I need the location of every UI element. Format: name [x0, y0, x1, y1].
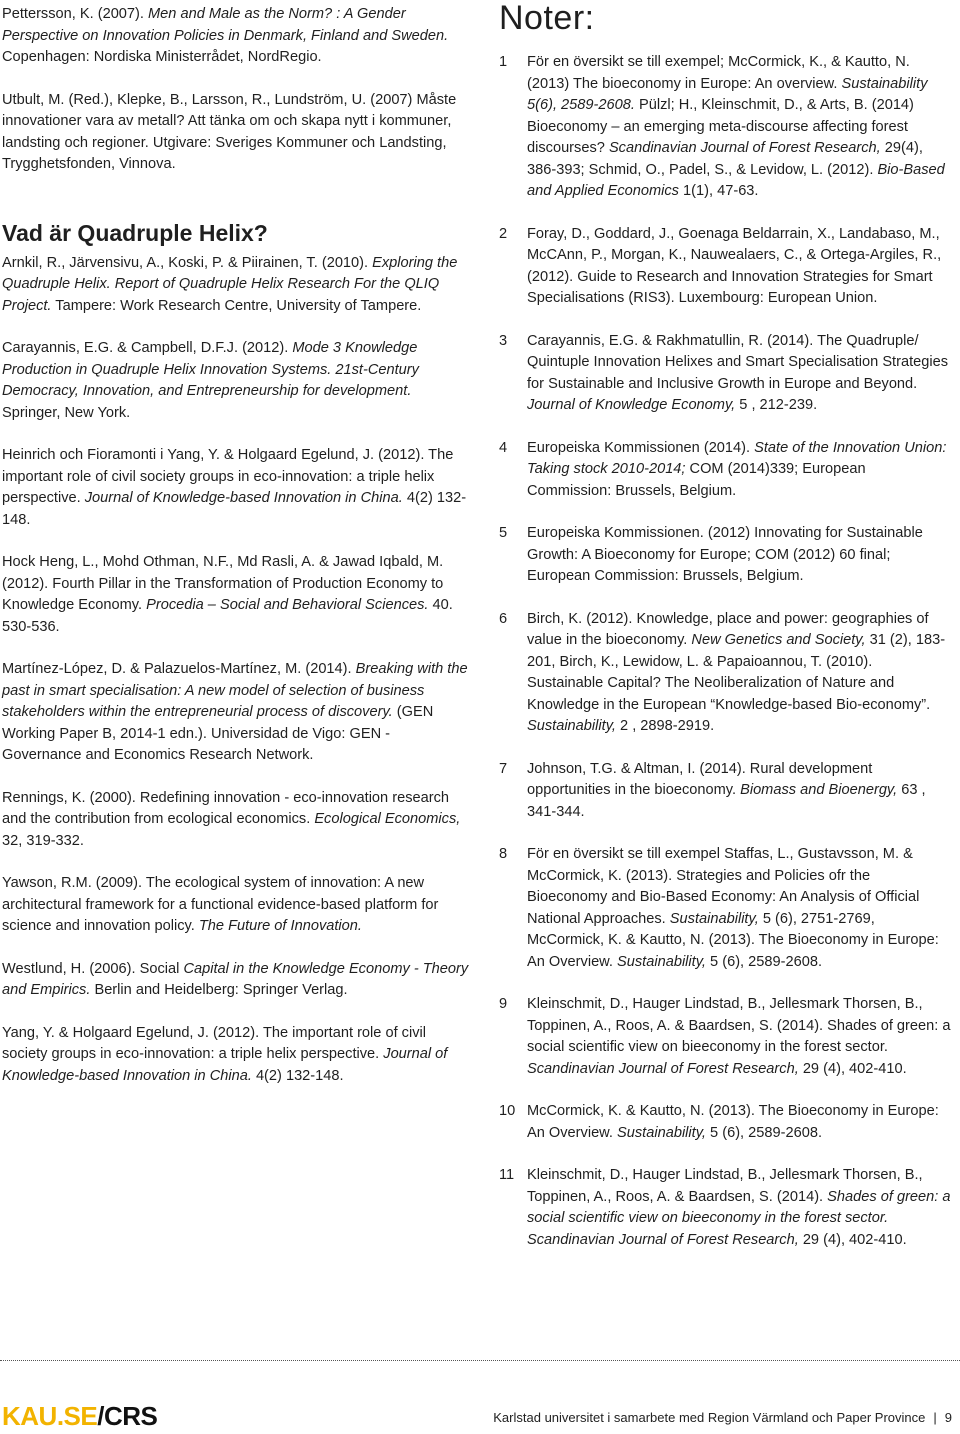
note-text [527, 1165, 951, 1251]
note-number: 3 [499, 332, 508, 349]
reference-italic-title: Scandinavian Journal of Forest Research, [527, 1060, 799, 1077]
reference-italic-title: Exploring the Quadruple Helix. Report of Quadruple Helix Research For the QLIQ Project. [2, 254, 458, 314]
reference-text: Pettersson, K. (2007). [2, 6, 149, 22]
note-number: 10 [499, 1103, 516, 1119]
note-number: 11 [499, 1167, 515, 1183]
reference-text: (GEN Working Paper B, 2014-1 edn.). Universidad de Vigo: GEN - Governance and Economics Research Network. [2, 704, 434, 763]
reference-italic-title: State of the Innovation Union: Taking stock 2010-2014; [527, 439, 947, 477]
reference-italic-title: Sustainability, [617, 1124, 706, 1141]
footer-publisher: Karlstad universitet i samarbete med Region Värmland och Paper Province [493, 1410, 926, 1425]
reference-entry [2, 4, 472, 69]
note-number: 7 [499, 760, 508, 777]
reference-entry [2, 445, 472, 531]
reference-text: 29(4), 386-393; Schmid, O., Padel, S., & Levidow, L. (2012). [527, 140, 923, 178]
reference-text: Kleinschmit, D., Hauger Lindstad, B., Jellesmark Thorsen, B., Toppinen, A., Roos, A. & Baardsen, S. (2014). [527, 1167, 923, 1205]
note-text [527, 331, 951, 417]
note-number: 6 [499, 610, 508, 627]
reference-text: 4(2) 132-148. [251, 1067, 344, 1084]
reference-text: Foray, D., Goddard, J., Goenaga Beldarrain, X., Landabaso, M., McCAnn, P., Morgan, K., Nauwealaers, C., & Ortega-Argiles, R., (2012). Guide to Research and Innovation Strategies for Smart Specialisations (RIS3). Luxembourg: European Union. [527, 225, 942, 306]
reference-text: Birch, K. (2012). Knowledge, place and power: geographies of value in the bioeconomy. [527, 610, 929, 648]
reference-text: Kleinschmit, D., Hauger Lindstad, B., Jellesmark Thorsen, B., Toppinen, A., Roos, A. & Baardsen, S. (2014). Shades of green: a social scientific view on bieeconomy in the forest sector. [527, 996, 951, 1055]
reference-text: Utbult, M. (Red.), Klepke, B., Larsson, R., Lundström, U. (2007) Måste innovationer vara av metall? Att tänka om och skapa nytt i kommuner, landsting och regioner. Utgivare: Sveriges Kommuner och Landsting, Trygghetsfonden, Vinnova. [2, 91, 457, 172]
reference-italic-title: Bio-Based and Applied Economics [527, 161, 945, 199]
reference-italic-title: Biomass and Bioenergy, [740, 782, 898, 798]
reference-text: 29 (4), 402-410. [798, 1060, 907, 1077]
reference-text: Yang, Y. & Holgaard Egelund, J. (2012). The important role of civil society groups in eco-innovation: a triple helix perspective. [2, 1024, 427, 1062]
reference-entry [2, 659, 472, 767]
reference-entry [2, 338, 472, 424]
reference-text: 29 (4), 402-410. [798, 1231, 907, 1248]
reference-text: 32, 319-332. [2, 832, 84, 849]
reference-text: 40. 530-536. [2, 597, 453, 635]
note-item [499, 52, 951, 203]
reference-entry [2, 1023, 472, 1088]
reference-text: 5 , 212-239. [735, 397, 818, 413]
section-title: Vad är Quadruple Helix? [2, 219, 268, 246]
reference-text: Martínez-López, D. & Palazuelos-Martínez, M. (2014). [2, 661, 356, 677]
note-number: 9 [499, 996, 508, 1012]
reference-italic-title: Scandinavian Journal of Forest Research, [608, 140, 881, 156]
reference-text: Johnson, T.G. & Altman, I. (2014). Rural development opportunities in the bioeconomy. [527, 760, 873, 798]
page-footer [493, 1409, 952, 1427]
reference-italic-title: Mode 3 Knowledge Production in Quadruple Helix Innovation Systems. 21st-Century Democracy, Innovation, and Entrepreneurship for development. [2, 340, 419, 399]
reference-italic-title: Shades of green: a social scientific view on bieeconomy in the forest sector. Scandinavian Journal of Forest Research, [527, 1188, 951, 1248]
reference-entry [2, 788, 472, 853]
note-text [527, 438, 951, 503]
footer-separator: | [933, 1410, 937, 1425]
reference-text: För en översikt se till exempel Staffas, L., Gustavsson, M. & McCormick, K. (2013). Strategies and Policies ofr the Bioeconomy and Bio-Based Economy: An Analysis of Official National Approaches. [527, 846, 920, 927]
reference-italic-title: Procedia – Social and Behavioral Sciences. [146, 597, 429, 613]
note-item [499, 224, 951, 310]
reference-text: Springer, New York. [2, 404, 131, 421]
reference-italic-title: Sustainability, [527, 718, 616, 734]
reference-italic-title: Breaking with the past in smart specialisation: A new model of selection of business stakeholders within the entrepreneurial process of discovery. [2, 661, 468, 720]
page-number: 9 [944, 1410, 952, 1425]
note-item [499, 609, 951, 738]
reference-italic-title: Men and Male as the Norm? : A Gender Perspective on Innovation Policies in Denmark, Finland and Sweden. [2, 6, 449, 44]
note-number: 8 [499, 846, 508, 862]
note-number: 1 [499, 54, 508, 70]
reference-italic-title: Capital in the Knowledge Economy - Theory and Empirics. [2, 960, 469, 998]
reference-italic-title: Sustainability 5(6), 2589-2608. [527, 75, 928, 113]
note-item [499, 1101, 951, 1144]
reference-list [2, 253, 472, 1088]
reference-text: 5 (6), 2589-2608. [706, 1124, 823, 1141]
reference-italic-title: Journal of Knowledge-based Innovation in China. [84, 490, 403, 506]
reference-text: Carayannis, E.G. & Campbell, D.F.J. (2012). [2, 340, 293, 356]
reference-entry [2, 873, 472, 938]
note-text [527, 759, 951, 824]
notes-column [499, 0, 951, 1272]
reference-list-top [2, 4, 472, 176]
note-text [527, 523, 951, 588]
reference-text: McCormick, K. & Kautto, N. (2013). The Bioeconomy in Europe: An Overview. [527, 1103, 939, 1141]
reference-italic-title: The Future of Innovation. [198, 918, 362, 934]
note-text [527, 52, 951, 203]
reference-text: 31 (2), 183-201, Birch, K., Lewidow, L. & Papaioannou, T. (2010). Sustainable Capital? The Neoliberalization of Nature and Knowledge in the European “Knowledge-based Bio-economy”. [527, 632, 946, 713]
reference-text: För en översikt se till exempel; McCormick, K., & Kautto, N. (2013) The bioeconomy in Europe: An overview. [527, 54, 910, 92]
reference-text: Westlund, H. (2006). Social [2, 960, 184, 977]
reference-text: Heinrich och Fioramonti i Yang, Y. & Holgaard Egelund, J. (2012). The important role of civil society groups in eco-innovation: a triple helix perspective. [2, 447, 454, 506]
logo-part-crs: /CRS [97, 1401, 158, 1431]
note-item [499, 759, 951, 824]
kau-crs-logo [2, 1401, 157, 1431]
reference-text: Berlin and Heidelberg: Springer Verlag. [90, 982, 348, 998]
reference-text: Pülzl; H., Kleinschmit, D., & Arts, B. (2014) Bioeconomy – an emerging meta-discourse affecting forest discourses? [527, 97, 914, 156]
reference-entry [2, 90, 472, 176]
reference-text: COM (2014)339; European Commission: Brussels, Belgium. [527, 461, 866, 499]
reference-italic-title: Journal of Knowledge Economy, [527, 397, 736, 413]
reference-entry [2, 253, 472, 318]
reference-entry [2, 552, 472, 638]
reference-text: 5 (6), 2589-2608. [706, 953, 823, 970]
note-item [499, 1165, 951, 1251]
note-item [499, 438, 951, 503]
reference-text: Europeiska Kommissionen (2014). [527, 439, 755, 456]
reference-text: Tampere: Work Research Centre, University of Tampere. [51, 297, 422, 314]
note-item [499, 994, 951, 1080]
note-text [527, 994, 951, 1080]
reference-italic-title: New Genetics and Society, [691, 632, 866, 648]
reference-text: Hock Heng, L., Mohd Othman, N.F., Md Rasli, A. & Jawad Iqbald, M. (2012). Fourth Pillar in the Transformation of Production Economy to Knowledge Economy. [2, 554, 444, 613]
notes-title: Noter: [499, 0, 595, 37]
reference-italic-title: Sustainability, [669, 910, 759, 927]
reference-text: Carayannis, E.G. & Rakhmatullin, R. (2014). The Quadruple/ Quintuple Innovation Helixes and Smart Specialisation Strategies for Sustainable and Inclusive Growth in Europe and Beyond. [527, 332, 949, 392]
reference-entry [2, 959, 472, 1002]
reference-text: Yawson, R.M. (2009). The ecological system of innovation: A new architectural framework for a functional evidence-based platform for science and innovation policy. [2, 875, 439, 934]
footer-divider [0, 1360, 960, 1361]
note-number: 5 [499, 525, 508, 541]
logo-part-kau: KAU.SE [2, 1401, 98, 1431]
note-text [527, 224, 951, 310]
reference-text: 5 (6), 2751-2769, McCormick, K. & Kautto, N. (2013). The Bioeconomy in Europe: An Overview. [527, 910, 939, 970]
reference-text: Rennings, K. (2000). Redefining innovation - eco-innovation research and the contribution from ecological economics. [2, 789, 449, 827]
reference-text: 1(1), 47-63. [678, 183, 759, 199]
note-item [499, 844, 951, 973]
reference-column-left [2, 4, 472, 1108]
notes-list [499, 52, 951, 1251]
reference-text: 4(2) 132-148. [2, 490, 467, 528]
reference-text: Europeiska Kommissionen. (2012) Innovating for Sustainable Growth: A Bioeconomy for Europe; COM (2012) 60 final; European Commission: Brussels, Belgium. [527, 525, 923, 584]
note-text [527, 1101, 951, 1144]
reference-text: 2 , 2898-2919. [615, 718, 715, 734]
note-number: 4 [499, 439, 508, 456]
reference-text: 63 , 341-344. [527, 782, 926, 820]
reference-italic-title: Ecological Economics, [314, 811, 461, 827]
reference-text: Copenhagen: Nordiska Ministerrådet, NordRegio. [2, 49, 322, 65]
reference-italic-title: Journal of Knowledge-based Innovation in China. [2, 1046, 448, 1084]
note-number: 2 [499, 225, 508, 242]
note-text [527, 609, 951, 738]
reference-text: Arnkil, R., Järvensivu, A., Koski, P. & Piirainen, T. (2010). [2, 254, 373, 271]
note-item [499, 331, 951, 417]
note-text [527, 844, 951, 973]
reference-italic-title: Sustainability, [617, 953, 706, 970]
note-item [499, 523, 951, 588]
